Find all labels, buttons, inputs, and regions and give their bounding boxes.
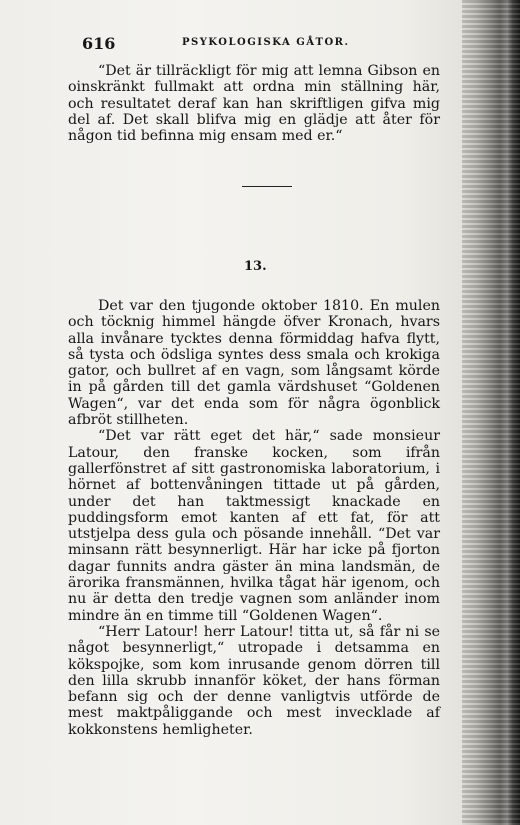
page-header bbox=[82, 34, 442, 54]
section-number: 13. bbox=[244, 259, 267, 274]
text-block-top bbox=[68, 63, 440, 144]
paragraph: Det var den tjugonde oktober 1810. En mulen och töcknig himmel hängde öfver Kronach, hvars alla invånare tycktes denna förmiddag hafva flytt, så tysta och ödsliga syntes dess smala och krokiga gator, och bullret af en vagn, som långsamt körde in på gården till det gamla värdshuset “Goldenen Wagen“, var det enda som för några ögonblick afbröt stillheten. bbox=[68, 298, 440, 429]
text-block-main bbox=[68, 298, 440, 738]
page-number: 616 bbox=[82, 34, 116, 53]
paragraph: “Det var rätt eget det här,“ sade monsieur Latour, den franske kocken, som ifrån gallerfönstret af sitt gastronomiska laboratorium, i hörnet af bottenvåningen tittade ut på gården, under det han taktmessigt knackade en puddingsform emot kanten af ett fat, för att utstjelpa dess gula och pösande innehåll. “Det var minsann rätt besynnerligt. Här har icke på fjorton dagar funnits andra gäster än mina landsmän, de ärorika fransmännen, hvilka tågat här igenom, och nu är detta den tredje vagnen som anländer inom mindre än en timme till “Goldenen Wagen“. bbox=[68, 428, 440, 624]
book-spine-edge bbox=[462, 0, 520, 825]
running-head: PSYKOLOGISKA GÅTOR. bbox=[182, 37, 350, 48]
section-divider-rule bbox=[242, 186, 292, 187]
paragraph: “Det är tillräckligt för mig att lemna Gibson en oinskränkt fullmakt att ordna min ställning här, och resultatet deraf kan han skriftligen gifva mig del af. Det skall blifva mig en glädje att åter för någon tid befinna mig ensam med er.“ bbox=[68, 63, 440, 145]
paragraph: “Herr Latour! herr Latour! titta ut, så får ni se något besynnerligt,“ utropade i detsamma en kökspojke, som kom inrusande genom dörren till den lilla skrubb innanför köket, der hans förman befann sig och der denne vanligtvis utförde de mest maktpåliggande och mest invecklade af kokkonstens hemligheter. bbox=[68, 623, 440, 738]
